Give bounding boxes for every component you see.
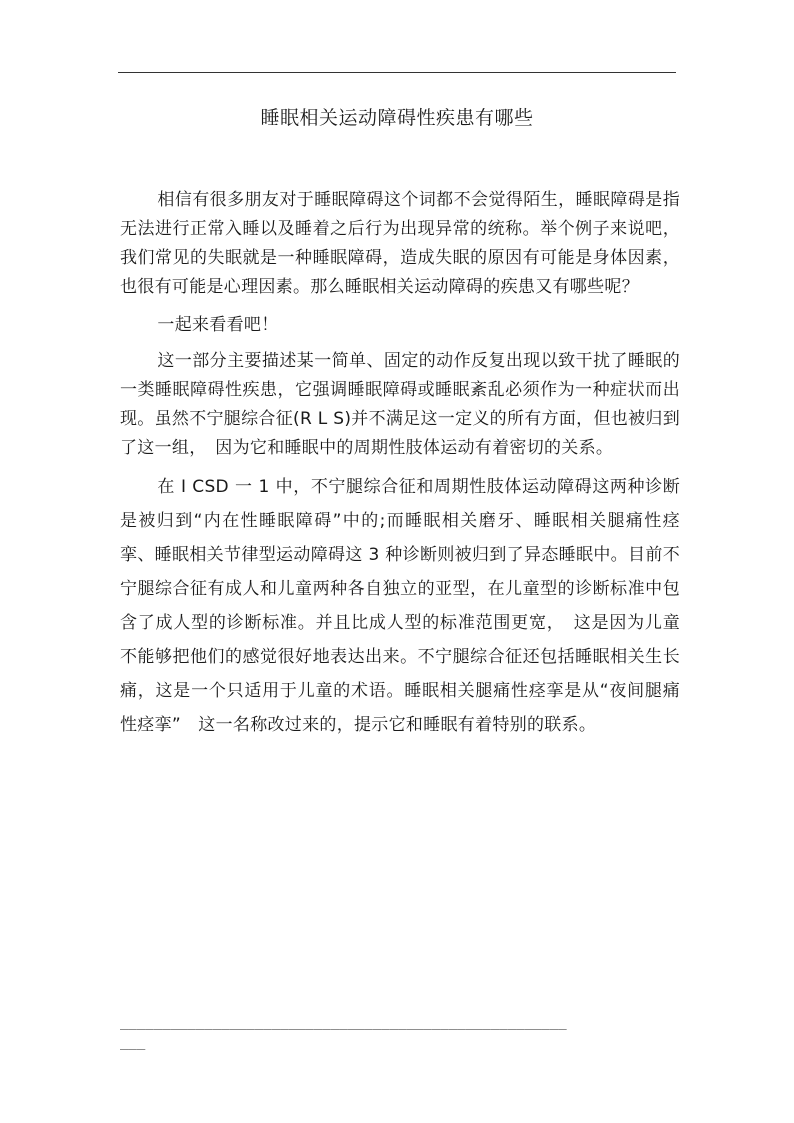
paragraph-intro: 相信有很多朋友对于睡眠障碍这个词都不会觉得陌生，睡眠障碍是指无法进行正常入睡以及睡着之后行为出现异常的统称。举个例子来说吧，我们常见的失眠就是一种睡眠障碍，造成失眠的原因有可能是身体因素，也很有可能是心理因素。那么睡眠相关运动障碍的疾患又有哪些呢？ bbox=[120, 190, 680, 297]
footer-dash-line: _____________________________________________________ bbox=[120, 1014, 567, 1030]
document-title: 睡眠相关运动障碍性疾患有哪些 bbox=[260, 107, 534, 129]
footer-dash-line-continued: ___ bbox=[120, 1034, 146, 1050]
paragraph-lets-see: 一起来看看吧！ bbox=[157, 315, 279, 335]
document-body bbox=[120, 186, 680, 742]
header-rule bbox=[118, 72, 676, 73]
paragraph-icsd: 在 I CSD 一 1 中，不宁腿综合征和周期性肢体运动障碍这两种诊断是被归到“内在性睡眠障碍”中的;而睡眠相关磨牙、睡眠相关腿痛性痉挛、睡眠相关节律型运动障碍这 3 种诊断则被归到了异态睡眠中。目前不宁腿综合征有成人和儿童两种各自独立的亚型，在儿童型的诊断标准中包含了成人型的诊断标准。并且比成人型的标准范围更宽， 这是因为儿童不能够把他们的感觉很好地表达出来。不宁腿综合征还包括睡眠相关生长痛，这是一个只适用于儿童的术语。睡眠相关腿痛性痉挛是从“夜间腿痛性痉挛” 这一名称改过来的，提示它和睡眠有着特别的联系。 bbox=[120, 477, 680, 735]
paragraph-definition: 这一部分主要描述某一简单、固定的动作反复出现以致干扰了睡眠的一类睡眠障碍性疾患，它强调睡眠障碍或睡眠紊乱必须作为一种症状而出现。虽然不宁腿综合征(R L S)并不满足这一定义的所有方面，但也被归到了这一组， 因为它和睡眠中的周期性肢体运动有着密切的关系。 bbox=[120, 351, 680, 458]
